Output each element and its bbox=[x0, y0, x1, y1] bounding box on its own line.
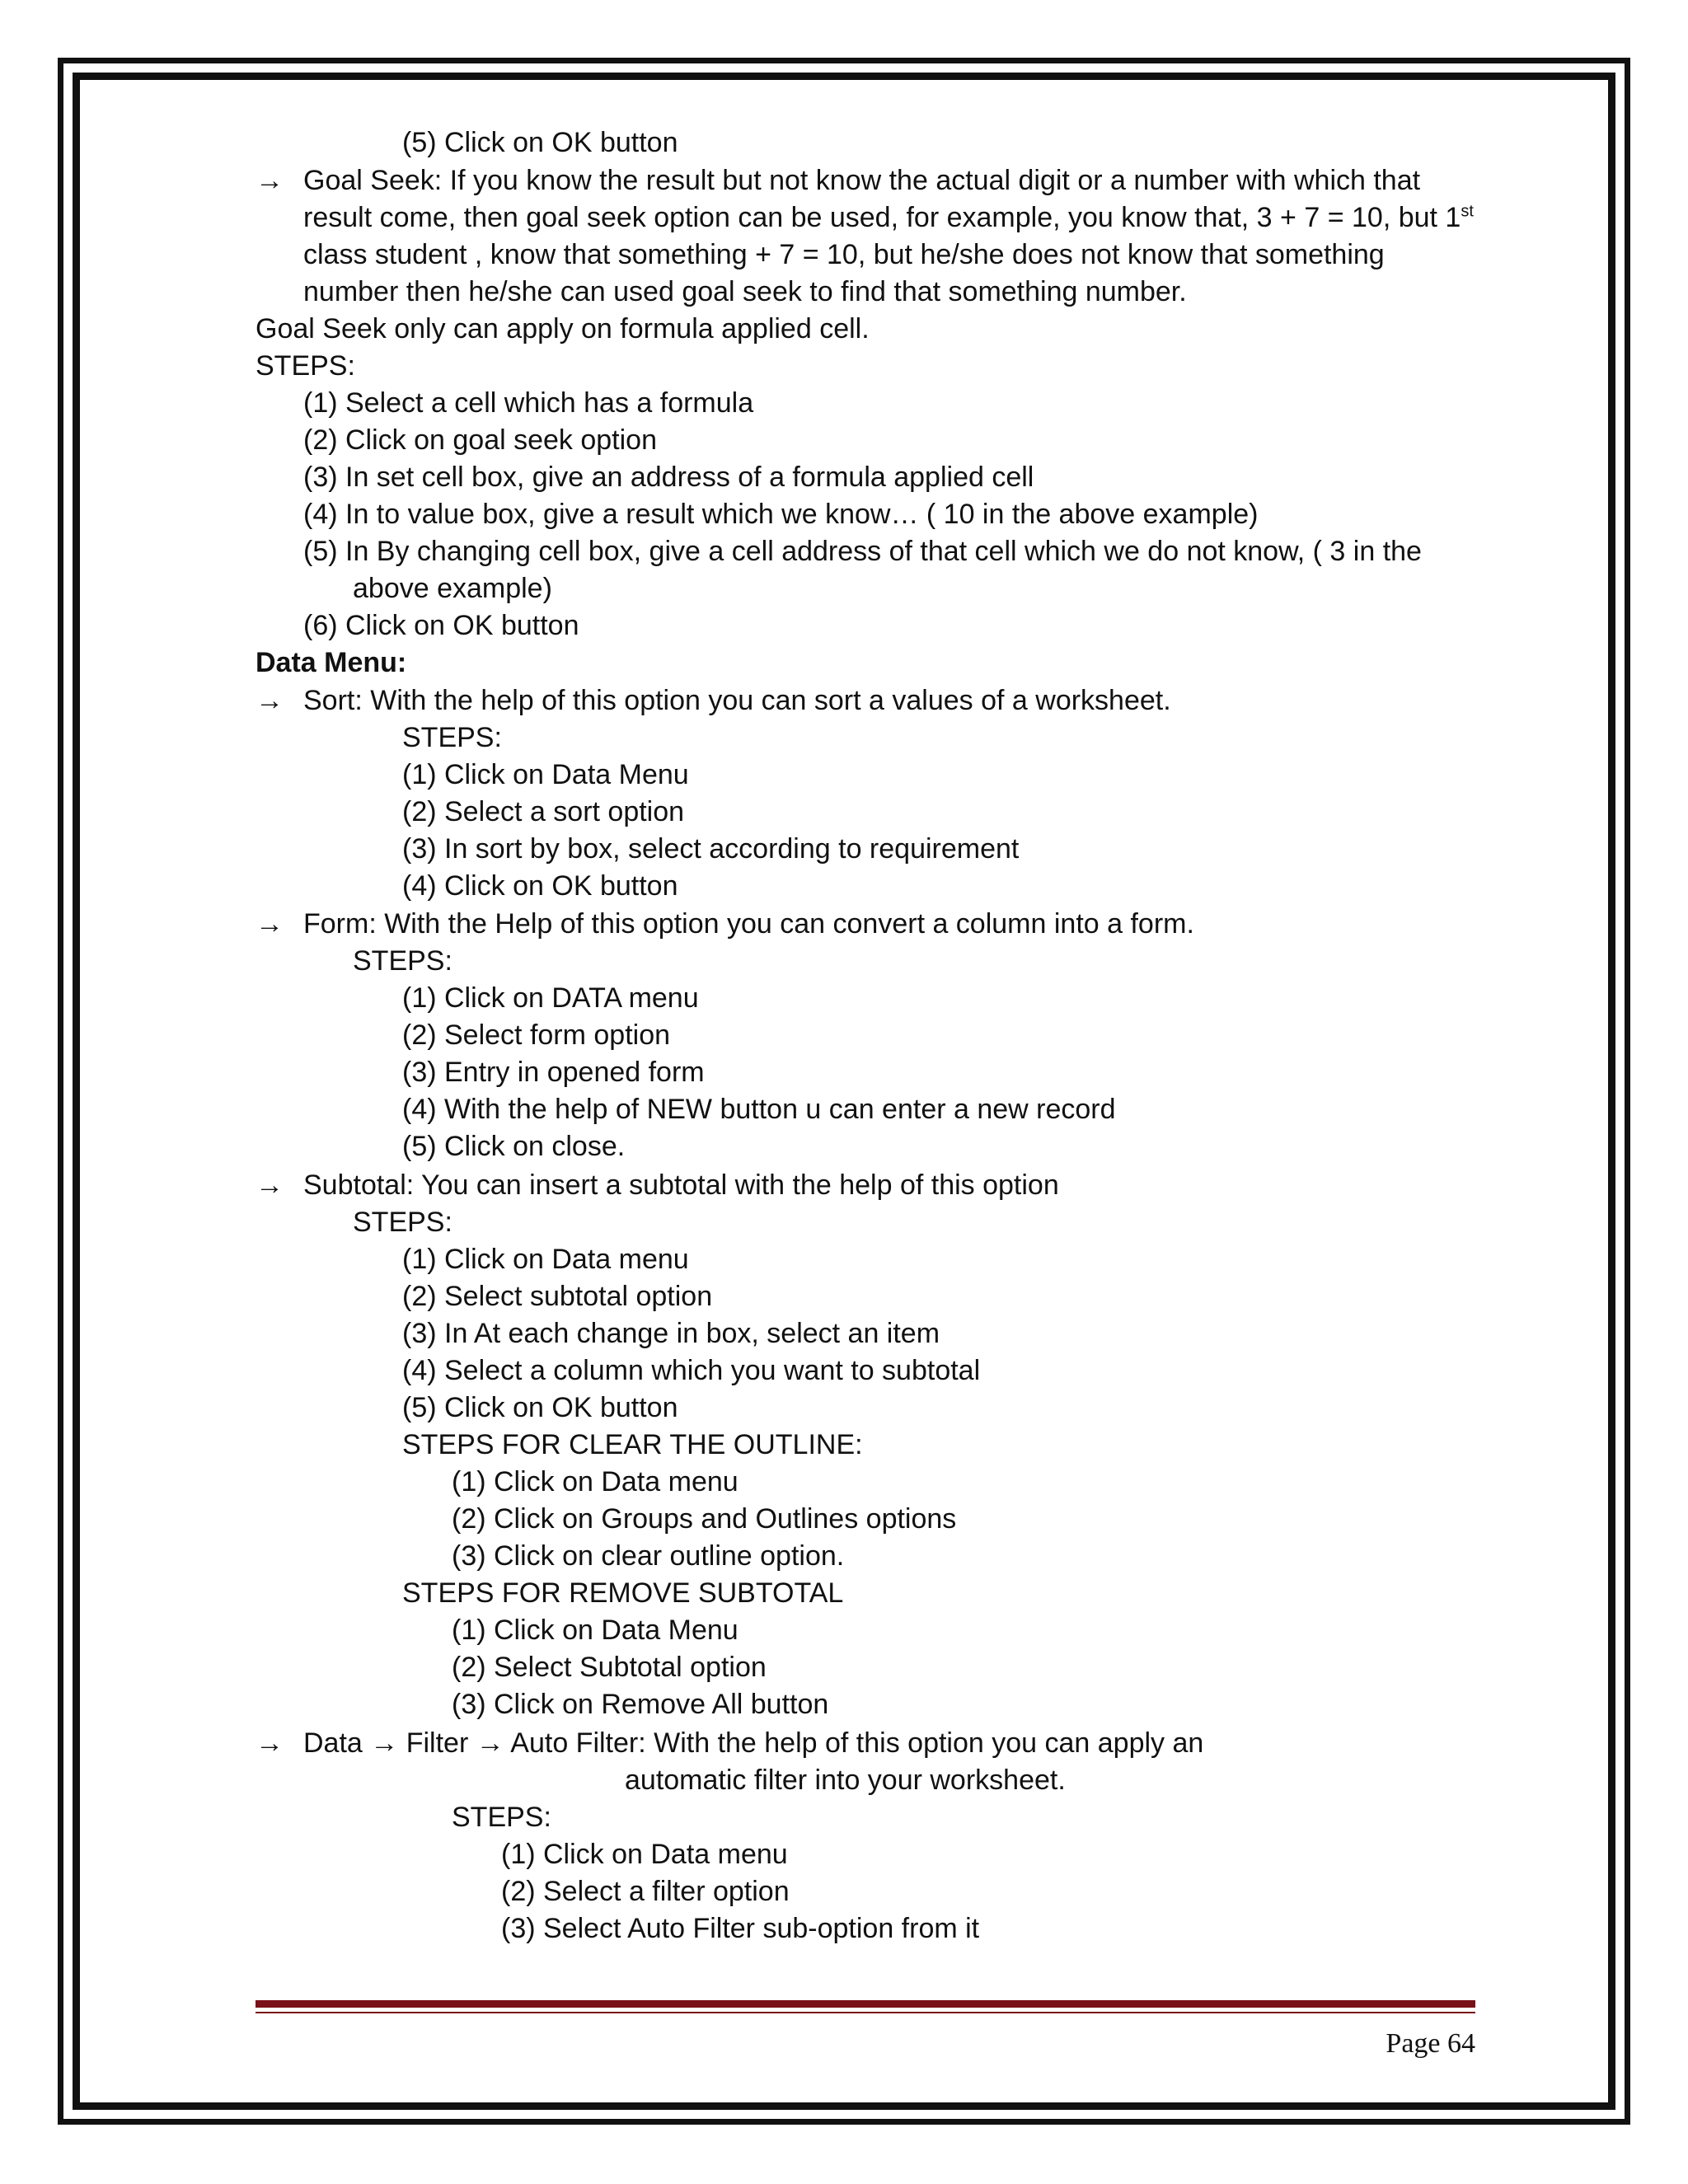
steps-heading: STEPS: bbox=[452, 1802, 551, 1833]
step-item: (1) Click on Data Menu bbox=[452, 1615, 738, 1646]
text-line: (5) Click on OK button bbox=[402, 127, 678, 158]
text-line: Goal Seek only can apply on formula applied cell. bbox=[256, 313, 870, 344]
arrow-bullet-icon: → bbox=[256, 685, 284, 716]
text-line: Subtotal: You can insert a subtotal with the help of this option bbox=[303, 1169, 1059, 1201]
steps-heading: STEPS FOR REMOVE SUBTOTAL bbox=[402, 1577, 844, 1609]
step-item: (3) Click on clear outline option. bbox=[452, 1540, 845, 1572]
step-item: (4) With the help of NEW button u can enter a new record bbox=[402, 1094, 1116, 1125]
step-item: (1) Click on DATA menu bbox=[402, 982, 699, 1014]
text-line: result come, then goal seek option can be used, for example, you know that, 3 + 7 = 10, but 1st bbox=[303, 202, 1474, 233]
step-item: (1) Click on Data menu bbox=[452, 1466, 738, 1497]
step-item: (4) In to value box, give a result which we know… ( 10 in the above example) bbox=[303, 499, 1259, 530]
step-item: (2) Select form option bbox=[402, 1019, 671, 1051]
arrow-bullet-icon: → bbox=[256, 1727, 284, 1759]
page-number: Page 64 bbox=[1386, 2028, 1475, 2059]
step-item: (4) Select a column which you want to subtotal bbox=[402, 1355, 981, 1386]
section-heading: Data Menu: bbox=[256, 647, 407, 678]
step-item: (5) In By changing cell box, give a cell address of that cell which we do not know, ( 3 in the bbox=[303, 536, 1422, 567]
arrow-bullet-icon: → bbox=[256, 165, 284, 196]
arrow-bullet-icon: → bbox=[256, 908, 284, 940]
step-item: (1) Click on Data Menu bbox=[402, 759, 689, 790]
step-item: (5) Click on close. bbox=[402, 1131, 626, 1162]
step-item: (5) Click on OK button bbox=[402, 1392, 678, 1423]
step-item: (3) Entry in opened form bbox=[402, 1057, 705, 1088]
step-item: (1) Click on Data menu bbox=[501, 1839, 788, 1870]
step-item: (2) Click on goal seek option bbox=[303, 424, 658, 456]
step-item: (2) Select a sort option bbox=[402, 796, 685, 827]
text-line: number then he/she can used goal seek to find that something number. bbox=[303, 276, 1187, 307]
steps-heading: STEPS: bbox=[256, 350, 355, 382]
steps-heading: STEPS: bbox=[402, 722, 502, 753]
step-item: (4) Click on OK button bbox=[402, 870, 678, 902]
text-line: Sort: With the help of this option you can sort a values of a worksheet. bbox=[303, 685, 1171, 716]
steps-heading: STEPS: bbox=[353, 1207, 452, 1238]
text-line: Data → Filter → Auto Filter: With the help of this option you can apply an bbox=[303, 1727, 1204, 1759]
step-item: (3) Select Auto Filter sub-option from it bbox=[501, 1913, 980, 1944]
steps-heading: STEPS FOR CLEAR THE OUTLINE: bbox=[402, 1429, 863, 1460]
step-item: (3) Click on Remove All button bbox=[452, 1689, 829, 1720]
step-item: (3) In set cell box, give an address of a formula applied cell bbox=[303, 462, 1034, 493]
step-item: (3) In At each change in box, select an item bbox=[402, 1318, 940, 1349]
text-line: class student , know that something + 7 = 10, but he/she does not know that something bbox=[303, 239, 1385, 270]
step-item: (1) Select a cell which has a formula bbox=[303, 387, 754, 419]
step-item: (2) Select subtotal option bbox=[402, 1281, 713, 1312]
arrow-bullet-icon: → bbox=[256, 1169, 284, 1201]
text-line: Form: With the Help of this option you can convert a column into a form. bbox=[303, 908, 1194, 940]
step-item: (2) Select Subtotal option bbox=[452, 1652, 767, 1683]
text-line: automatic filter into your worksheet. bbox=[625, 1765, 1066, 1796]
footer-rule-thin bbox=[256, 2012, 1475, 2013]
text-line: Goal Seek: If you know the result but not know the actual digit or a number with which that bbox=[303, 165, 1421, 196]
step-item: (1) Click on Data menu bbox=[402, 1244, 689, 1275]
step-item: (2) Select a filter option bbox=[501, 1876, 790, 1907]
steps-heading: STEPS: bbox=[353, 945, 452, 977]
step-item: (6) Click on OK button bbox=[303, 610, 579, 641]
step-item: (3) In sort by box, select according to requirement bbox=[402, 833, 1020, 865]
step-item: (2) Click on Groups and Outlines options bbox=[452, 1503, 957, 1535]
footer-rule bbox=[256, 2000, 1475, 2008]
step-item-continued: above example) bbox=[353, 573, 552, 604]
